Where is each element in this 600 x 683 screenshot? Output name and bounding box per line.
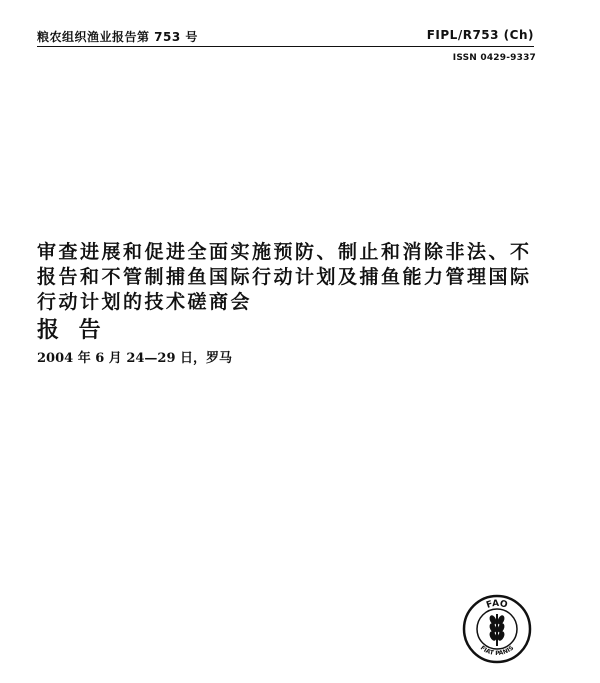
fao-emblem-bottom-text: FIAT PANIS (478, 644, 516, 658)
fao-emblem-top-text: FAO (485, 598, 509, 611)
document-title: 审查进展和促进全面实施预防、制止和消除非法、不报告和不管制捕鱼国际行动计划及捕鱼能力管理国际行动计划的技术磋商会 (37, 241, 532, 313)
meeting-date-place: 2004 年 6 月 24—29 日，罗马 (37, 351, 233, 366)
header-rule (37, 46, 534, 47)
document-code: FIPL/R753 (Ch) (426, 28, 534, 42)
issn-number: ISSN 0429-9337 (452, 53, 536, 63)
fao-emblem-icon (462, 594, 532, 664)
report-heading: 报 告 (37, 318, 107, 343)
series-title: 粮农组织渔业报告第 753 号 (37, 30, 198, 44)
